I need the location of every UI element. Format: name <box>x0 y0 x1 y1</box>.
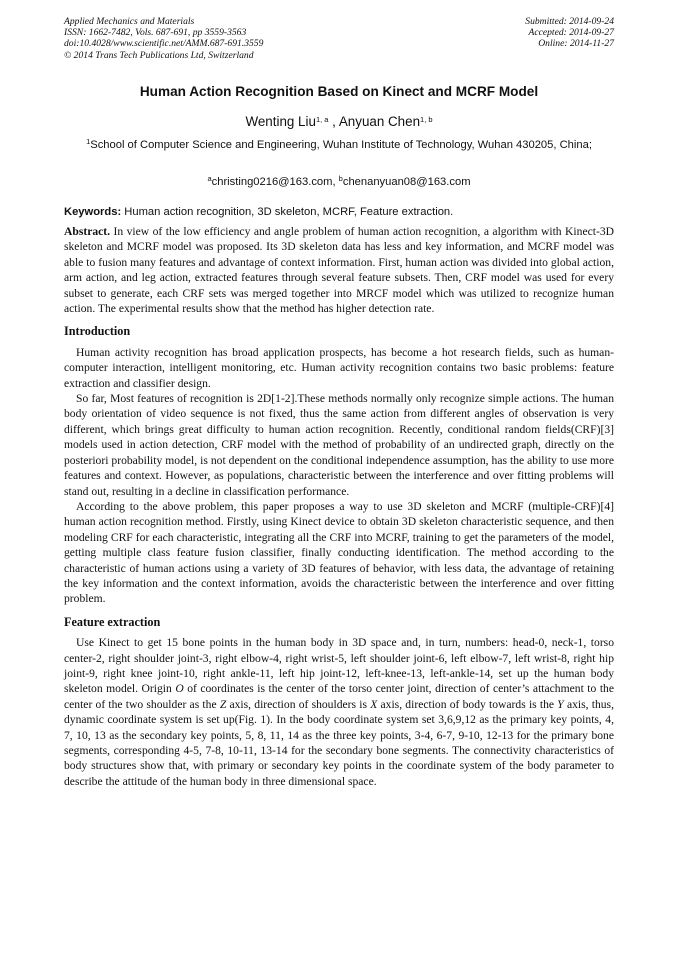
email-mark: b <box>338 174 343 183</box>
author-name: Anyuan Chen <box>338 114 421 129</box>
online-date: Online: 2014-11-27 <box>538 38 614 50</box>
affiliation-mark: 1 <box>86 137 91 146</box>
author-separator: , <box>328 114 339 129</box>
text-run: axis, direction of shoulders is <box>226 697 371 711</box>
accepted-date: Accepted: 2014-09-27 <box>528 27 614 39</box>
affiliation-text: School of Computer Science and Engineering, Wuhan Institute of Technology, Wuhan 430205, China; <box>90 139 592 151</box>
author-list <box>40 114 638 129</box>
paper-body <box>64 224 614 789</box>
journal-header <box>64 16 263 61</box>
paper-title: Human Action Recognition Based on Kinect and MCRF Model <box>139 84 539 99</box>
text-run: of coordinates is the center of the torso center joint, direction of center’s attachment to the center of the two shoulder as the <box>64 682 614 711</box>
abstract <box>64 224 614 316</box>
author-name: Wenting Liu <box>245 114 316 129</box>
author-affiliation-mark: 1, a <box>315 115 329 124</box>
email-link[interactable]: chenanyuan08@163.com <box>342 176 471 188</box>
issn-line: ISSN: 1662-7482, Vols. 687-691, pp 3559-3563 <box>64 27 247 39</box>
section-heading-feature-extraction: Feature extraction <box>64 614 161 629</box>
copyright-line: © 2014 Trans Tech Publications Ltd, Switzerland <box>64 49 254 61</box>
keywords <box>64 206 614 218</box>
paragraph <box>64 635 614 789</box>
author-affiliation-mark: 1, b <box>420 115 433 124</box>
abstract-label: Abstract. <box>64 225 111 238</box>
keywords-text: Human action recognition, 3D skeleton, MCRF, Feature extraction. <box>121 206 454 218</box>
text-run: axis, direction of body towards is the <box>377 697 558 711</box>
email-link[interactable]: christing0216@163.com, <box>211 176 339 188</box>
email-mark: a <box>207 174 212 183</box>
journal-name: Applied Mechanics and Materials <box>64 16 195 27</box>
math-variable: O <box>175 682 184 696</box>
paragraph: Human activity recognition has broad application prospects, has become a hot research fields, such as human-computer interaction, intelligent monitoring, etc. Human activity recognition contains two basic problems: feature extraction and classifier design. <box>64 345 614 390</box>
paragraph: So far, Most features of recognition is 2D[1-2].These methods normally only recognize simple actions. The human body orientation of video sequence is not fixed, thus the same action from different angles of observation is very different, which brings great difficulty to human action recognition. Recently, conditional random fields(CRF)[3] models used in action detection, CRF model with the method of probability of an undirected graph, directly on the posteriori probability model, is not dependent on the conditional independence assumption, has the ability to use more features and context. However, as populations, characteristic between the interference and over fitting problems will stand out, resulting in a decline in classification performance. <box>64 392 614 498</box>
section-heading-introduction: Introduction <box>64 324 131 339</box>
keywords-label: Keywords: <box>64 206 122 218</box>
math-variable: Y <box>557 697 564 711</box>
math-variable: Z <box>219 697 227 711</box>
author-emails <box>64 176 614 188</box>
doi-line: doi:10.4028/www.scientific.net/AMM.687-691.3559 <box>64 38 264 50</box>
math-variable: X <box>370 697 378 711</box>
abstract-text: In view of the low efficiency and angle problem of human action recognition, a algorithm with Kinect-3D skeleton and MCRF model was proposed. Its 3D skeleton data has less and key information, and MCRF model was able to fusion many features and advantage of context information. First, human action was divided into global action, arm action, and leg action, extracted features through several feature subsets. Then, CRF model was used for every subset to generate, each CRF sets was merged together into MRCF model which was utilized to recognize human action. The experimental results show that the method has higher detection rate. <box>64 225 614 316</box>
text-run: axis, thus, dynamic coordinate system is set up(Fig. 1). In the body coordinate system set 3,6,9,12 as the primary key points, 4, 7, 10, 13 as the secondary key points, 5, 8, 11, 14 as the three key points, 3-4, 6-7, 9-10, 12-13 for the primary bone segments, corresponding 4-5, 7-8, 10-11, 13-14 for the secondary bone segments. The connectivity characteristics of body structures show that, with primary or secondary key points in the coordinate system of the body parameter to describe the attitude of the human body in three dimensional space. <box>64 697 614 788</box>
dates-header <box>525 16 614 50</box>
text-run: Use Kinect to get 15 bone points in the human body in 3D space and, in turn, numbers: head-0, neck-1, torso center-2, right shoulder joint-3, right elbow-4, right wrist-5, left shoulder joint-6, left elbow-7, left wrist-8, right hip joint-9, right knee joint-10, right ankle-11, left hip joint-12, left-knee-13, left-ankle-14, set up the human body skeleton model. Origin <box>64 636 614 696</box>
submitted-date: Submitted: 2014-09-24 <box>525 16 614 27</box>
affiliation <box>64 138 614 153</box>
paragraph: According to the above problem, this paper proposes a way to use 3D skeleton and MCRF (multiple-CRF)[4] human action recognition method. Firstly, using Kinect device to obtain 3D skeleton characteristic sequence, and then modeling CRF for each characteristic, integrating all the CRF into MCRF, training to get the parameters of the model, getting multiple class feature fusion classifier, finally conducting identification. The method according to the characteristic of human actions using a variety of 3D features of behavior, with less data, the advantage of retaining the key information and the context information, avoids the characteristic between the interference and over fitting problem. <box>64 499 614 606</box>
